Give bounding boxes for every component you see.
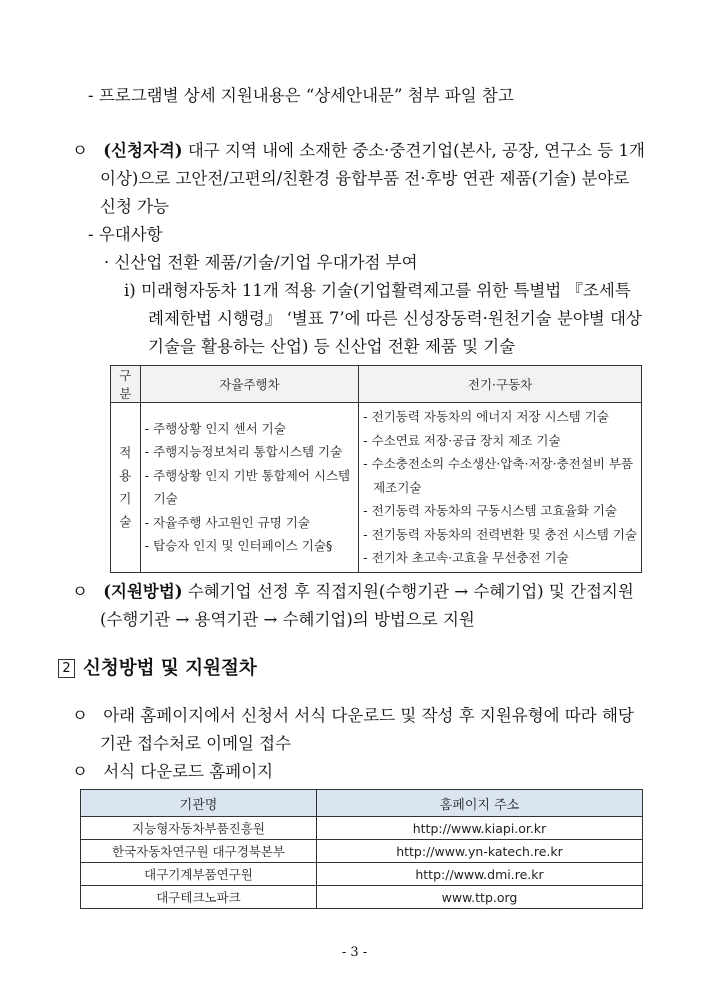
org-name: 대구기계부품연구원 bbox=[81, 863, 317, 886]
list-item: - 수소연료 저장·공급 장치 제조 기술 bbox=[363, 432, 561, 448]
eligibility-line-3: 신청 가능 bbox=[100, 197, 170, 216]
list-item: - 전기동력 자동차의 에너지 저장 시스템 기술 bbox=[363, 409, 609, 424]
table-row bbox=[81, 863, 643, 886]
list-item: - 주행지능정보처리 통합시스템 기술 bbox=[144, 444, 343, 460]
org-name: 지능형자동차부품진흥원 bbox=[81, 817, 317, 840]
eligibility-label: (신청자격) bbox=[103, 141, 183, 160]
preference-sub-1: ⅰ) 미래형자동차 11개 적용 기술(기업활력제고를 위한 특별법 『조세특 bbox=[124, 281, 631, 300]
header-url: 홈페이지 주소 bbox=[317, 790, 643, 817]
org-name: 한국자동차연구원 대구경북본부 bbox=[81, 840, 317, 863]
download-title: ㅇ 서식 다운로드 홈페이지 bbox=[72, 762, 274, 781]
header-electric: 전기·구동차 bbox=[359, 366, 642, 403]
homepage-table-header bbox=[81, 790, 643, 817]
homepage-link[interactable]: http://www.yn-katech.re.kr bbox=[317, 840, 643, 863]
table-row bbox=[81, 886, 643, 909]
header-autonomous: 자율주행차 bbox=[140, 366, 359, 403]
eligibility-text-1: 대구 지역 내에 소재한 중소·중견기업(본사, 공장, 연구소 등 1개 bbox=[182, 141, 645, 160]
bullet: ㅇ bbox=[72, 706, 88, 725]
tech-table-row bbox=[111, 403, 642, 573]
list-item: - 전기차 초고속·고효율 무선충전 기술 bbox=[363, 550, 569, 565]
list-item: - 주행상황 인지 기반 통합제어 시스템 bbox=[144, 467, 351, 483]
bullet: ㅇ bbox=[72, 762, 88, 781]
list-item: 기술 bbox=[153, 491, 178, 507]
table-row bbox=[81, 817, 643, 840]
support-line-1 bbox=[72, 580, 634, 604]
autonomous-list bbox=[140, 403, 359, 573]
preference-title: - 우대사항 bbox=[88, 225, 163, 244]
homepage-link[interactable]: http://www.dmi.re.kr bbox=[317, 863, 643, 886]
bullet: ㅇ bbox=[72, 141, 88, 160]
apply-line-2: 기관 접수처로 이메일 접수 bbox=[100, 734, 292, 753]
homepage-link[interactable]: http://www.kiapi.or.kr bbox=[317, 817, 643, 840]
support-line-2: (수행기관 → 용역기관 → 수혜기업)의 방법으로 지원 bbox=[100, 610, 475, 629]
section-2-heading bbox=[58, 657, 257, 681]
list-item: - 주행상황 인지 센서 기술 bbox=[144, 420, 286, 436]
list-item: - 자율주행 사고원인 규명 기술 bbox=[144, 514, 310, 530]
program-note: - 프로그램별 상세 지원내용은 “상세안내문” 첨부 파일 참고 bbox=[88, 86, 514, 105]
apply-line-1: ㅇ 아래 홈페이지에서 신청서 서식 다운로드 및 작성 후 지원유형에 따라 해당 bbox=[72, 706, 634, 725]
header-org: 기관명 bbox=[81, 790, 317, 817]
list-item: - 전기동력 자동차의 전력변환 및 충전 시스템 기술 bbox=[363, 526, 637, 542]
eligibility-line-1 bbox=[72, 139, 645, 163]
tech-table bbox=[110, 365, 642, 573]
list-item: - 전기동력 자동차의 구동시스템 고효율화 기술 bbox=[363, 503, 617, 518]
bullet: ㅇ bbox=[72, 582, 88, 601]
support-text-1: 수혜기업 선정 후 직접지원(수행기관 → 수혜기업) 및 간접지원 bbox=[182, 582, 634, 601]
row-label: 적용 기술 bbox=[111, 403, 141, 573]
list-item: 제조기술 bbox=[373, 479, 422, 495]
table-row bbox=[81, 840, 643, 863]
support-label: (지원방법) bbox=[103, 582, 183, 601]
eligibility-line-2: 이상)으로 고안전/고편의/친환경 융합부품 전·후방 연관 제품(기술) 분야로 bbox=[100, 169, 630, 188]
homepage-link[interactable]: www.ttp.org bbox=[317, 886, 643, 909]
org-name: 대구테크노파크 bbox=[81, 886, 317, 909]
list-item: - 수소충전소의 수소생산·압축·저장·충전설비 부품 bbox=[363, 456, 634, 471]
list-item: - 탑승자 인지 및 인터페이스 기술§ bbox=[144, 538, 333, 554]
tech-table-header bbox=[111, 366, 642, 403]
preference-sub-3: 기술을 활용하는 산업) 등 신산업 전환 제품 및 기술 bbox=[148, 337, 516, 356]
homepage-table bbox=[80, 789, 643, 909]
section-number: 2 bbox=[58, 659, 75, 678]
header-category: 구분 bbox=[111, 366, 141, 403]
page-number: - 3 - bbox=[341, 945, 368, 960]
preference-sub-2: 례제한법 시행령』 ‘별표 7’에 따른 신성장동력·원천기술 분야별 대상 bbox=[148, 309, 642, 328]
section-title: 신청방법 및 지원절차 bbox=[83, 658, 257, 679]
preference-item: · 신산업 전환 제품/기술/기업 우대가점 부여 bbox=[104, 253, 418, 272]
electric-list bbox=[359, 403, 642, 573]
